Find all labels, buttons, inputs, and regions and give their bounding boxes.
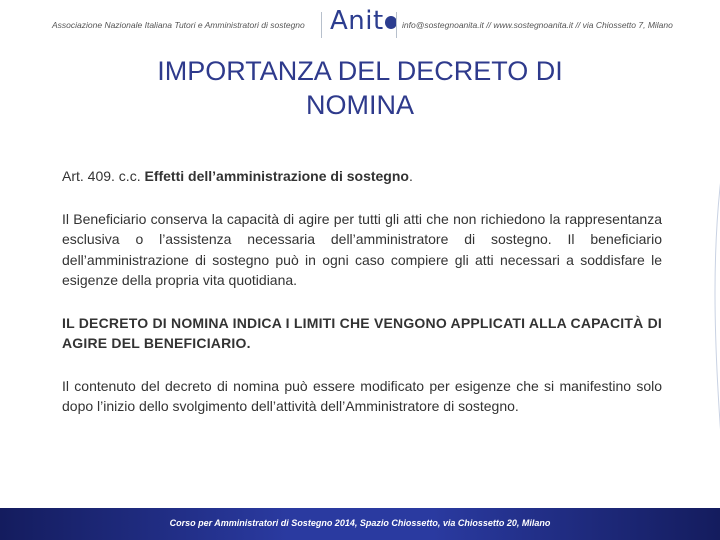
- decorative-curve: [670, 120, 720, 540]
- article-reference: [62, 166, 662, 187]
- slide-content: [62, 166, 662, 417]
- footer-course-info: Corso per Amministratori di Sostegno 2014, Spazio Chiossetto, via Chiossetto 20, Milano: [169, 518, 551, 528]
- logo-a-mark-icon: [385, 16, 397, 29]
- beneficiario-paragraph: Il Beneficiario conserva la capacità di agire per tutti gli atti che non richiedono la rappresentanza esclusiva o l’assistenza necessaria dell’amministratore di sostegno. Il beneficiario dell’amministrazione di sostegno può in ogni caso compiere gli atti necessari a soddisfare le esigenze della propria vita quotidiana.: [62, 210, 662, 288]
- header-divider: [321, 12, 322, 38]
- association-name: Associazione Nazionale Italiana Tutori e Amministratori di sostegno: [52, 20, 305, 30]
- article-suffix: .: [408, 168, 413, 184]
- logo-text: Anit: [330, 6, 384, 36]
- contact-info: info@sostegnoanita.it // www.sostegnoanita.it // via Chiossetto 7, Milano: [402, 20, 673, 30]
- article-title: Effetti dell’amministrazione di sostegno: [144, 168, 409, 184]
- anita-logo: [330, 6, 397, 40]
- decreto-paragraph: IL DECRETO DI NOMINA INDICA I LIMITI CHE VENGONO APPLICATI ALLA CAPACITÀ DI AGIRE DEL BENEFICIARIO.: [62, 314, 662, 351]
- title-line-2: NOMINA: [306, 90, 414, 120]
- header-bar: [0, 0, 720, 44]
- footer-bar: [0, 508, 720, 540]
- header-divider-right: [396, 12, 397, 38]
- title-line-1: IMPORTANZA DEL DECRETO DI: [157, 56, 563, 86]
- article-prefix: Art. 409. c.c.: [62, 168, 145, 184]
- contenuto-paragraph: Il contenuto del decreto di nomina può essere modificato per esigenze che si manifestino solo dopo l’inizio dello svolgimento dell’attività dell’Amministratore di sostegno.: [62, 377, 662, 414]
- slide-title: [80, 54, 640, 122]
